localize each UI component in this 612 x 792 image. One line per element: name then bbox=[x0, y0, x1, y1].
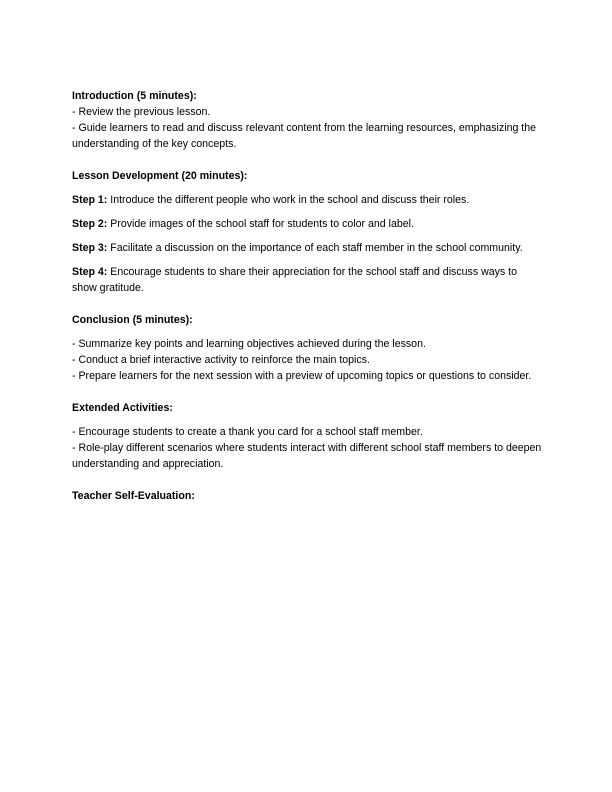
introduction-heading: Introduction (5 minutes): bbox=[72, 90, 197, 102]
step-label: Step 1: bbox=[72, 194, 108, 206]
lesson-step-2 bbox=[72, 216, 542, 232]
conclusion-item: - Prepare learners for the next session with a preview of upcoming topics or questions to consider. bbox=[72, 370, 532, 382]
extended-activity-item: - Encourage students to create a thank you card for a school staff member. bbox=[72, 426, 423, 438]
extended-activity-item: - Role-play different scenarios where students interact with different school staff members to deepen understanding and appreciation. bbox=[72, 442, 542, 470]
extended-activities-heading: Extended Activities: bbox=[72, 402, 173, 414]
conclusion-heading: Conclusion (5 minutes): bbox=[72, 314, 193, 326]
step-text: Provide images of the school staff for students to color and label. bbox=[107, 218, 414, 230]
conclusion-item: - Summarize key points and learning objectives achieved during the lesson. bbox=[72, 338, 426, 350]
introduction-item: - Guide learners to read and discuss relevant content from the learning resources, emphasizing the understanding of the key concepts. bbox=[72, 122, 537, 150]
document-page bbox=[72, 88, 542, 504]
lesson-development-heading: Lesson Development (20 minutes): bbox=[72, 170, 248, 182]
lesson-step-4 bbox=[72, 264, 542, 296]
introduction-item: - Review the previous lesson. bbox=[72, 106, 211, 118]
step-label: Step 4: bbox=[72, 266, 108, 278]
step-text: Facilitate a discussion on the importance of each staff member in the school community. bbox=[107, 242, 523, 254]
step-text: Introduce the different people who work in the school and discuss their roles. bbox=[107, 194, 470, 206]
teacher-self-evaluation-heading: Teacher Self-Evaluation: bbox=[72, 490, 195, 502]
lesson-step-1 bbox=[72, 192, 542, 208]
lesson-step-3 bbox=[72, 240, 542, 256]
step-text: Encourage students to share their appreciation for the school staff and discuss ways to show gratitude. bbox=[72, 266, 517, 294]
step-label: Step 2: bbox=[72, 218, 108, 230]
conclusion-item: - Conduct a brief interactive activity to reinforce the main topics. bbox=[72, 354, 370, 366]
step-label: Step 3: bbox=[72, 242, 108, 254]
